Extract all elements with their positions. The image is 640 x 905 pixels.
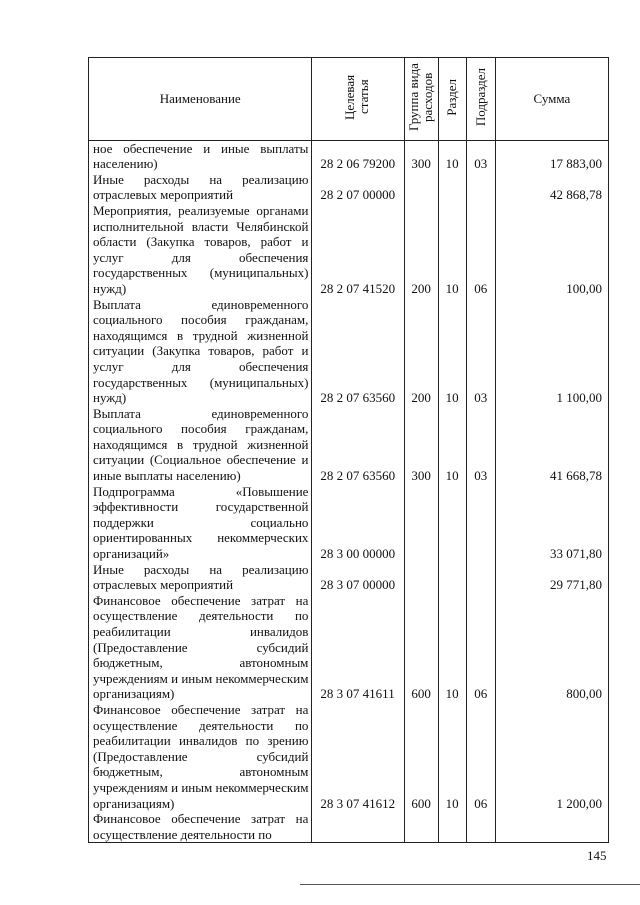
- cell-subsection: [466, 172, 495, 203]
- table-row: [89, 140, 609, 172]
- table-row: [89, 811, 609, 843]
- cell-group: 600: [404, 702, 438, 811]
- cell-group: [404, 172, 438, 203]
- cell-section: [438, 484, 466, 562]
- cell-name: Иные расходы на реализацию отраслевых мероприятий: [89, 172, 312, 203]
- cell-subsection: [466, 484, 495, 562]
- table-row: [89, 203, 609, 297]
- cell-name: Финансовое обеспечение затрат на осуществление деятельности по: [89, 811, 312, 843]
- header-group: Группа вида расходов: [404, 58, 438, 141]
- cell-group: 200: [404, 297, 438, 406]
- cell-section: 10: [438, 406, 466, 484]
- cell-group: [404, 811, 438, 843]
- cell-sum: 100,00: [495, 203, 608, 297]
- cell-section: 10: [438, 297, 466, 406]
- cell-subsection: [466, 562, 495, 593]
- budget-table: [88, 57, 609, 843]
- table-header-row: [89, 58, 609, 141]
- cell-section: 10: [438, 203, 466, 297]
- table-row: [89, 484, 609, 562]
- cell-target: [312, 811, 404, 843]
- cell-target: 28 2 07 63560: [312, 406, 404, 484]
- cell-target: 28 2 06 79200: [312, 140, 404, 172]
- cell-subsection: 06: [466, 702, 495, 811]
- cell-target: 28 3 07 41612: [312, 702, 404, 811]
- cell-sum: 33 071,80: [495, 484, 608, 562]
- cell-subsection: 03: [466, 297, 495, 406]
- cell-name: Мероприятия, реализуемые органами исполнительной власти Челябинской области (Закупка товаров, работ и услуг для обеспечения государственных (муниципальных) нужд): [89, 203, 312, 297]
- cell-section: [438, 562, 466, 593]
- cell-group: [404, 562, 438, 593]
- header-sum: Сумма: [495, 58, 608, 141]
- cell-name: Выплата единовременного социального пособия гражданам, находящимся в трудной жизненной ситуации (Социальное обеспечение и иные выплаты населению): [89, 406, 312, 484]
- cell-target: 28 3 07 00000: [312, 562, 404, 593]
- cell-subsection: 06: [466, 203, 495, 297]
- cell-target: 28 2 07 00000: [312, 172, 404, 203]
- cell-section: [438, 811, 466, 843]
- cell-subsection: 03: [466, 406, 495, 484]
- cell-name: Выплата единовременного социального пособия гражданам, находящимся в трудной жизненной ситуации (Закупка товаров, работ и услуг для обеспечения государственных (муниципальных) нужд): [89, 297, 312, 406]
- cell-sum: 1 100,00: [495, 297, 608, 406]
- header-target: Целевая статья: [312, 58, 404, 141]
- cell-sum: 41 668,78: [495, 406, 608, 484]
- cell-subsection: 06: [466, 593, 495, 702]
- cell-sum: 1 200,00: [495, 702, 608, 811]
- table-row: [89, 297, 609, 406]
- header-name: Наименование: [89, 58, 312, 141]
- cell-name: Финансовое обеспечение затрат на осуществление деятельности по реабилитации инвалидов по зрению (Предоставление субсидий бюджетным, автономным учреждениям и иным некоммерческим организациям): [89, 702, 312, 811]
- cell-target: 28 2 07 63560: [312, 297, 404, 406]
- cell-sum: 42 868,78: [495, 172, 608, 203]
- cell-sum: [495, 811, 608, 843]
- cell-name: Иные расходы на реализацию отраслевых мероприятий: [89, 562, 312, 593]
- cell-target: 28 2 07 41520: [312, 203, 404, 297]
- cell-group: 300: [404, 140, 438, 172]
- cell-subsection: [466, 811, 495, 843]
- cell-subsection: 03: [466, 140, 495, 172]
- cell-group: 300: [404, 406, 438, 484]
- cell-group: 200: [404, 203, 438, 297]
- cell-sum: 29 771,80: [495, 562, 608, 593]
- cell-sum: 800,00: [495, 593, 608, 702]
- cell-group: [404, 484, 438, 562]
- page-number: 145: [587, 848, 607, 863]
- cell-sum: 17 883,00: [495, 140, 608, 172]
- cell-section: 10: [438, 593, 466, 702]
- cell-section: [438, 172, 466, 203]
- cell-section: 10: [438, 140, 466, 172]
- header-subsection: Подраздел: [466, 58, 495, 141]
- cell-target: 28 3 00 00000: [312, 484, 404, 562]
- table-body: [89, 140, 609, 843]
- cell-name: Подпрограмма «Повышение эффективности государственной поддержки социально ориентированных некоммерческих организаций»: [89, 484, 312, 562]
- header-section: Раздел: [438, 58, 466, 141]
- cell-section: 10: [438, 702, 466, 811]
- table-row: [89, 702, 609, 811]
- cell-group: 600: [404, 593, 438, 702]
- cell-name: ное обеспечение и иные выплаты населению): [89, 140, 312, 172]
- table-row: [89, 406, 609, 484]
- table-row: [89, 562, 609, 593]
- cell-name: Финансовое обеспечение затрат на осуществление деятельности по реабилитации инвалидов (Предоставление субсидий бюджетным, автономным учреждениям и иным некоммерческим организациям): [89, 593, 312, 702]
- table-row: [89, 172, 609, 203]
- footer-divider: [300, 884, 640, 885]
- table-row: [89, 593, 609, 702]
- cell-target: 28 3 07 41611: [312, 593, 404, 702]
